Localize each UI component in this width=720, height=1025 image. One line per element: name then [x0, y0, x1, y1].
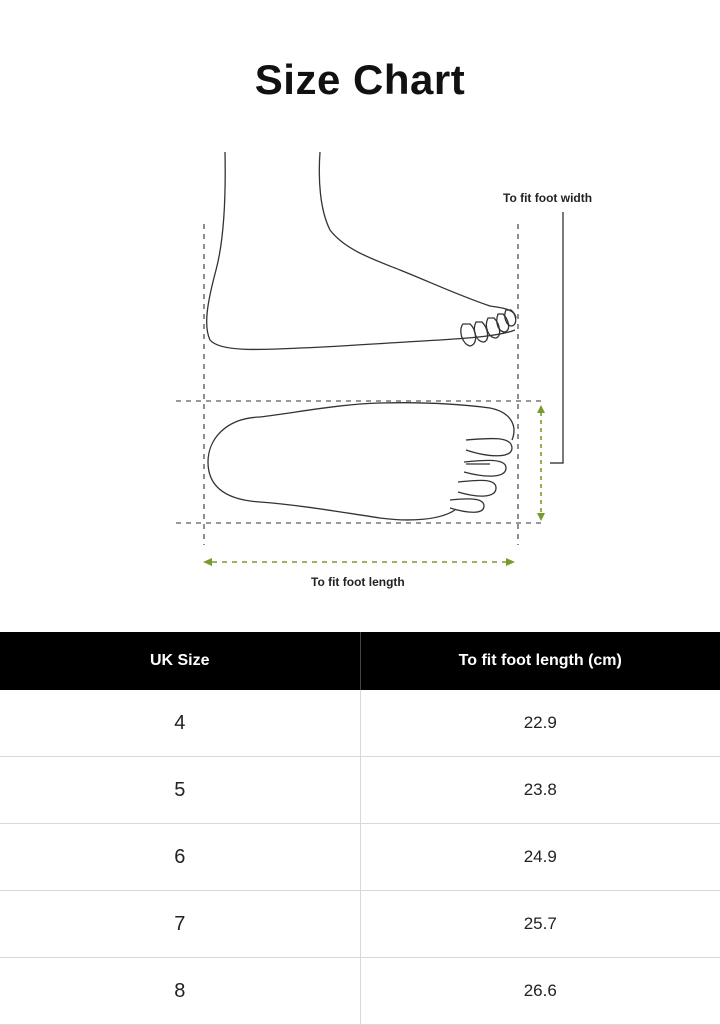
uk-size-cell: 6 — [0, 824, 360, 891]
header-uk-size: UK Size — [0, 632, 360, 690]
uk-size-cell: 8 — [0, 958, 360, 1025]
uk-size-cell: 4 — [0, 690, 360, 757]
foot-length-label: To fit foot length — [311, 575, 405, 589]
foot-side-view — [207, 152, 516, 350]
table-row — [0, 824, 720, 891]
foot-illustration — [0, 140, 720, 610]
uk-size-cell: 7 — [0, 891, 360, 958]
measurement-arrows — [203, 405, 545, 566]
foot-length-cell: 25.7 — [360, 891, 720, 958]
page-title: Size Chart — [254, 56, 466, 103]
table-row — [0, 690, 720, 757]
table-row — [0, 757, 720, 824]
foot-length-cell: 26.6 — [360, 958, 720, 1025]
header-foot-length: To fit foot length (cm) — [360, 632, 720, 690]
foot-length-cell: 23.8 — [360, 757, 720, 824]
foot-sole-view — [208, 403, 514, 520]
uk-size-cell: 5 — [0, 757, 360, 824]
foot-length-cell: 22.9 — [360, 690, 720, 757]
foot-length-cell: 24.9 — [360, 824, 720, 891]
width-bracket — [550, 212, 563, 463]
size-table — [0, 632, 720, 1025]
table-row — [0, 958, 720, 1025]
foot-measurement-diagram — [0, 140, 720, 610]
table-row — [0, 891, 720, 958]
foot-width-label: To fit foot width — [503, 191, 593, 205]
table-header-row — [0, 632, 720, 690]
